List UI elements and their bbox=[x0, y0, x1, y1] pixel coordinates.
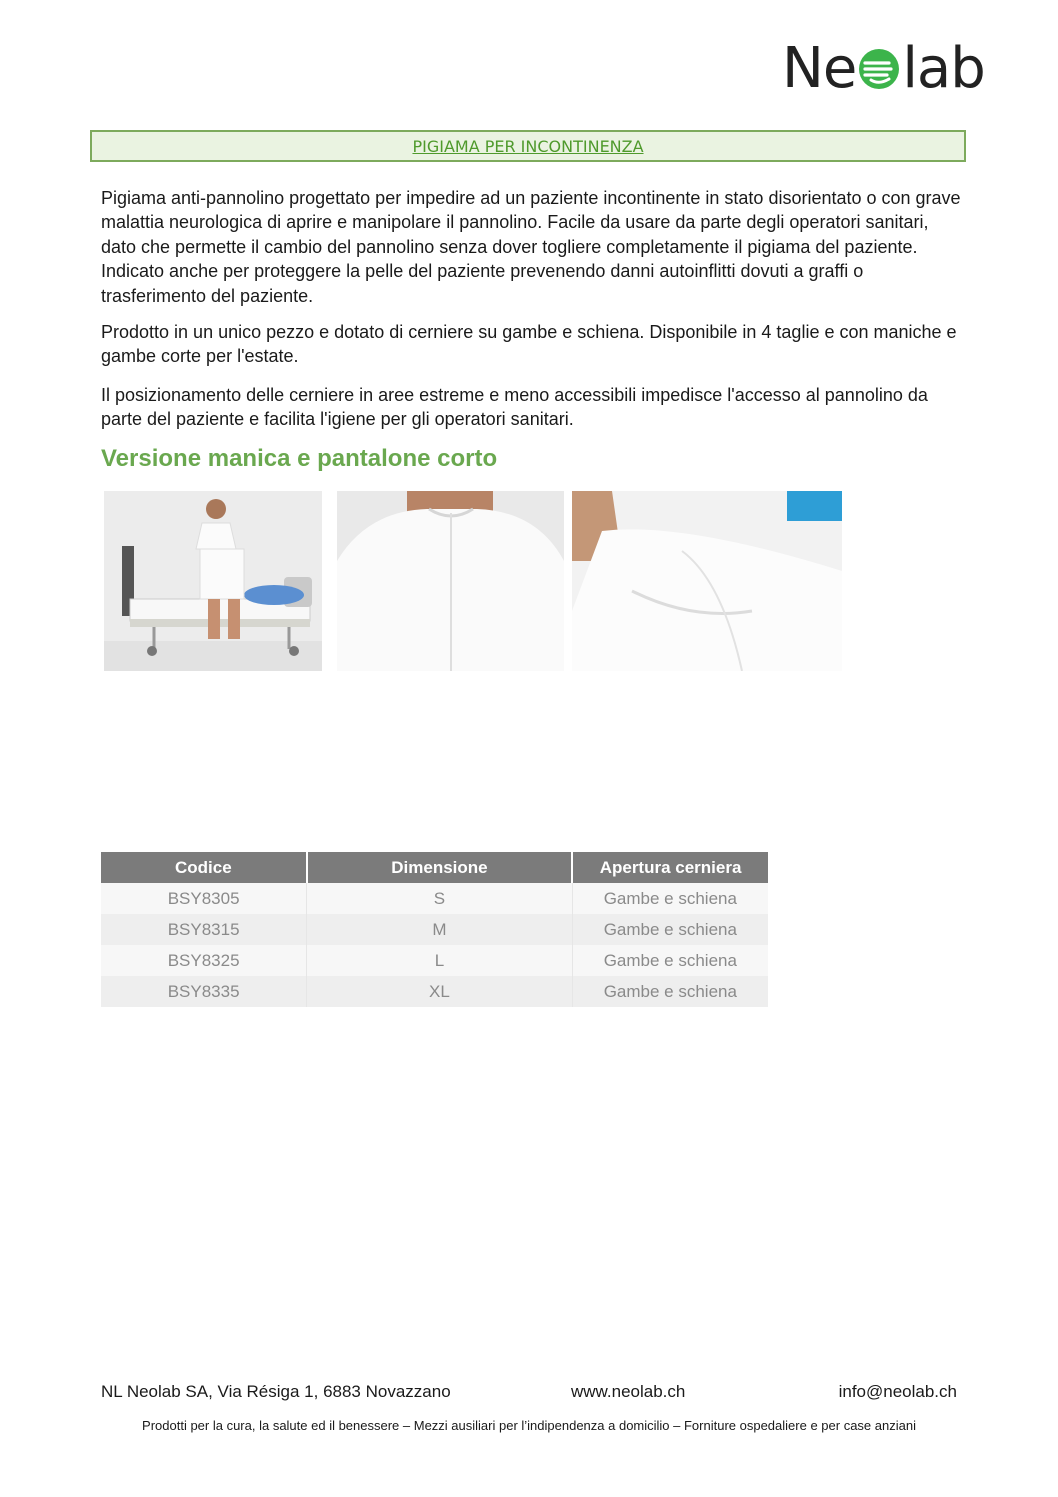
table-cell-code: BSY8315 bbox=[101, 914, 307, 945]
table-cell-code: BSY8305 bbox=[101, 883, 307, 914]
table-cell-opening: Gambe e schiena bbox=[572, 883, 768, 914]
logo-text-left: Ne bbox=[782, 36, 857, 101]
product-photo-back bbox=[337, 491, 564, 671]
footer-website-link[interactable]: www.neolab.ch bbox=[571, 1382, 686, 1401]
table-cell-size: S bbox=[307, 883, 572, 914]
table-row bbox=[101, 976, 768, 1007]
document-title-box bbox=[90, 130, 966, 162]
table-cell-code: BSY8325 bbox=[101, 945, 307, 976]
table-cell-opening: Gambe e schiena bbox=[572, 976, 768, 1007]
logo-text-right: lab bbox=[902, 36, 985, 101]
product-spec-table bbox=[101, 852, 768, 1007]
column-header-apertura: Apertura cerniera bbox=[572, 852, 768, 883]
column-header-dimensione: Dimensione bbox=[307, 852, 572, 883]
description-paragraph-2: Prodotto in un unico pezzo e dotato di cerniere su gambe e schiena. Disponibile in 4 taglie e con maniche e gambe corte per l'estate. bbox=[101, 322, 957, 367]
table-row bbox=[101, 914, 768, 945]
table-cell-size: M bbox=[307, 914, 572, 945]
product-photo-zipper bbox=[572, 491, 842, 671]
table-cell-code: BSY8335 bbox=[101, 976, 307, 1007]
table-cell-opening: Gambe e schiena bbox=[572, 945, 768, 976]
column-header-codice: Codice bbox=[101, 852, 307, 883]
footer-email-link[interactable]: info@neolab.ch bbox=[838, 1382, 957, 1401]
table-cell-opening: Gambe e schiena bbox=[572, 914, 768, 945]
table-row bbox=[101, 945, 768, 976]
neolab-logo bbox=[782, 36, 1007, 102]
description-paragraph-1: Pigiama anti-pannolino progettato per impedire ad un paziente incontinente in stato disorientato o con grave malattia neurologica di aprire e manipolare il pannolino. Facile da usare da parte degli operatori sanitari, dato che permette il cambio del pannolino senza dover togliere completamente il pigiama del paziente. Indicato anche per proteggere la pelle del paziente prevenendo danni autoinflitti dovuti a graffi o trasferimento del paziente. bbox=[101, 188, 961, 306]
table-header-row bbox=[101, 852, 768, 883]
table-cell-size: L bbox=[307, 945, 572, 976]
footer-tagline: Prodotti per la cura, la salute ed il benessere – Mezzi ausiliari per l’indipendenza a domicilio – Forniture ospedaliere e per case anziani bbox=[142, 1418, 916, 1433]
document-title: PIGIAMA PER INCONTINENZA bbox=[412, 136, 644, 156]
description-paragraph-3: Il posizionamento delle cerniere in aree estreme e meno accessibili impedisce l'accesso al pannolino da parte del paziente e facilita l'igiene per gli operatori sanitari. bbox=[101, 385, 928, 430]
product-photo-bed bbox=[104, 491, 322, 671]
table-cell-size: XL bbox=[307, 976, 572, 1007]
hand-logo-icon bbox=[857, 47, 901, 91]
section-heading: Versione manica e pantalone corto bbox=[101, 445, 498, 472]
table-row bbox=[101, 883, 768, 914]
footer-address: NL Neolab SA, Via Résiga 1, 6883 Novazzano bbox=[101, 1382, 451, 1401]
